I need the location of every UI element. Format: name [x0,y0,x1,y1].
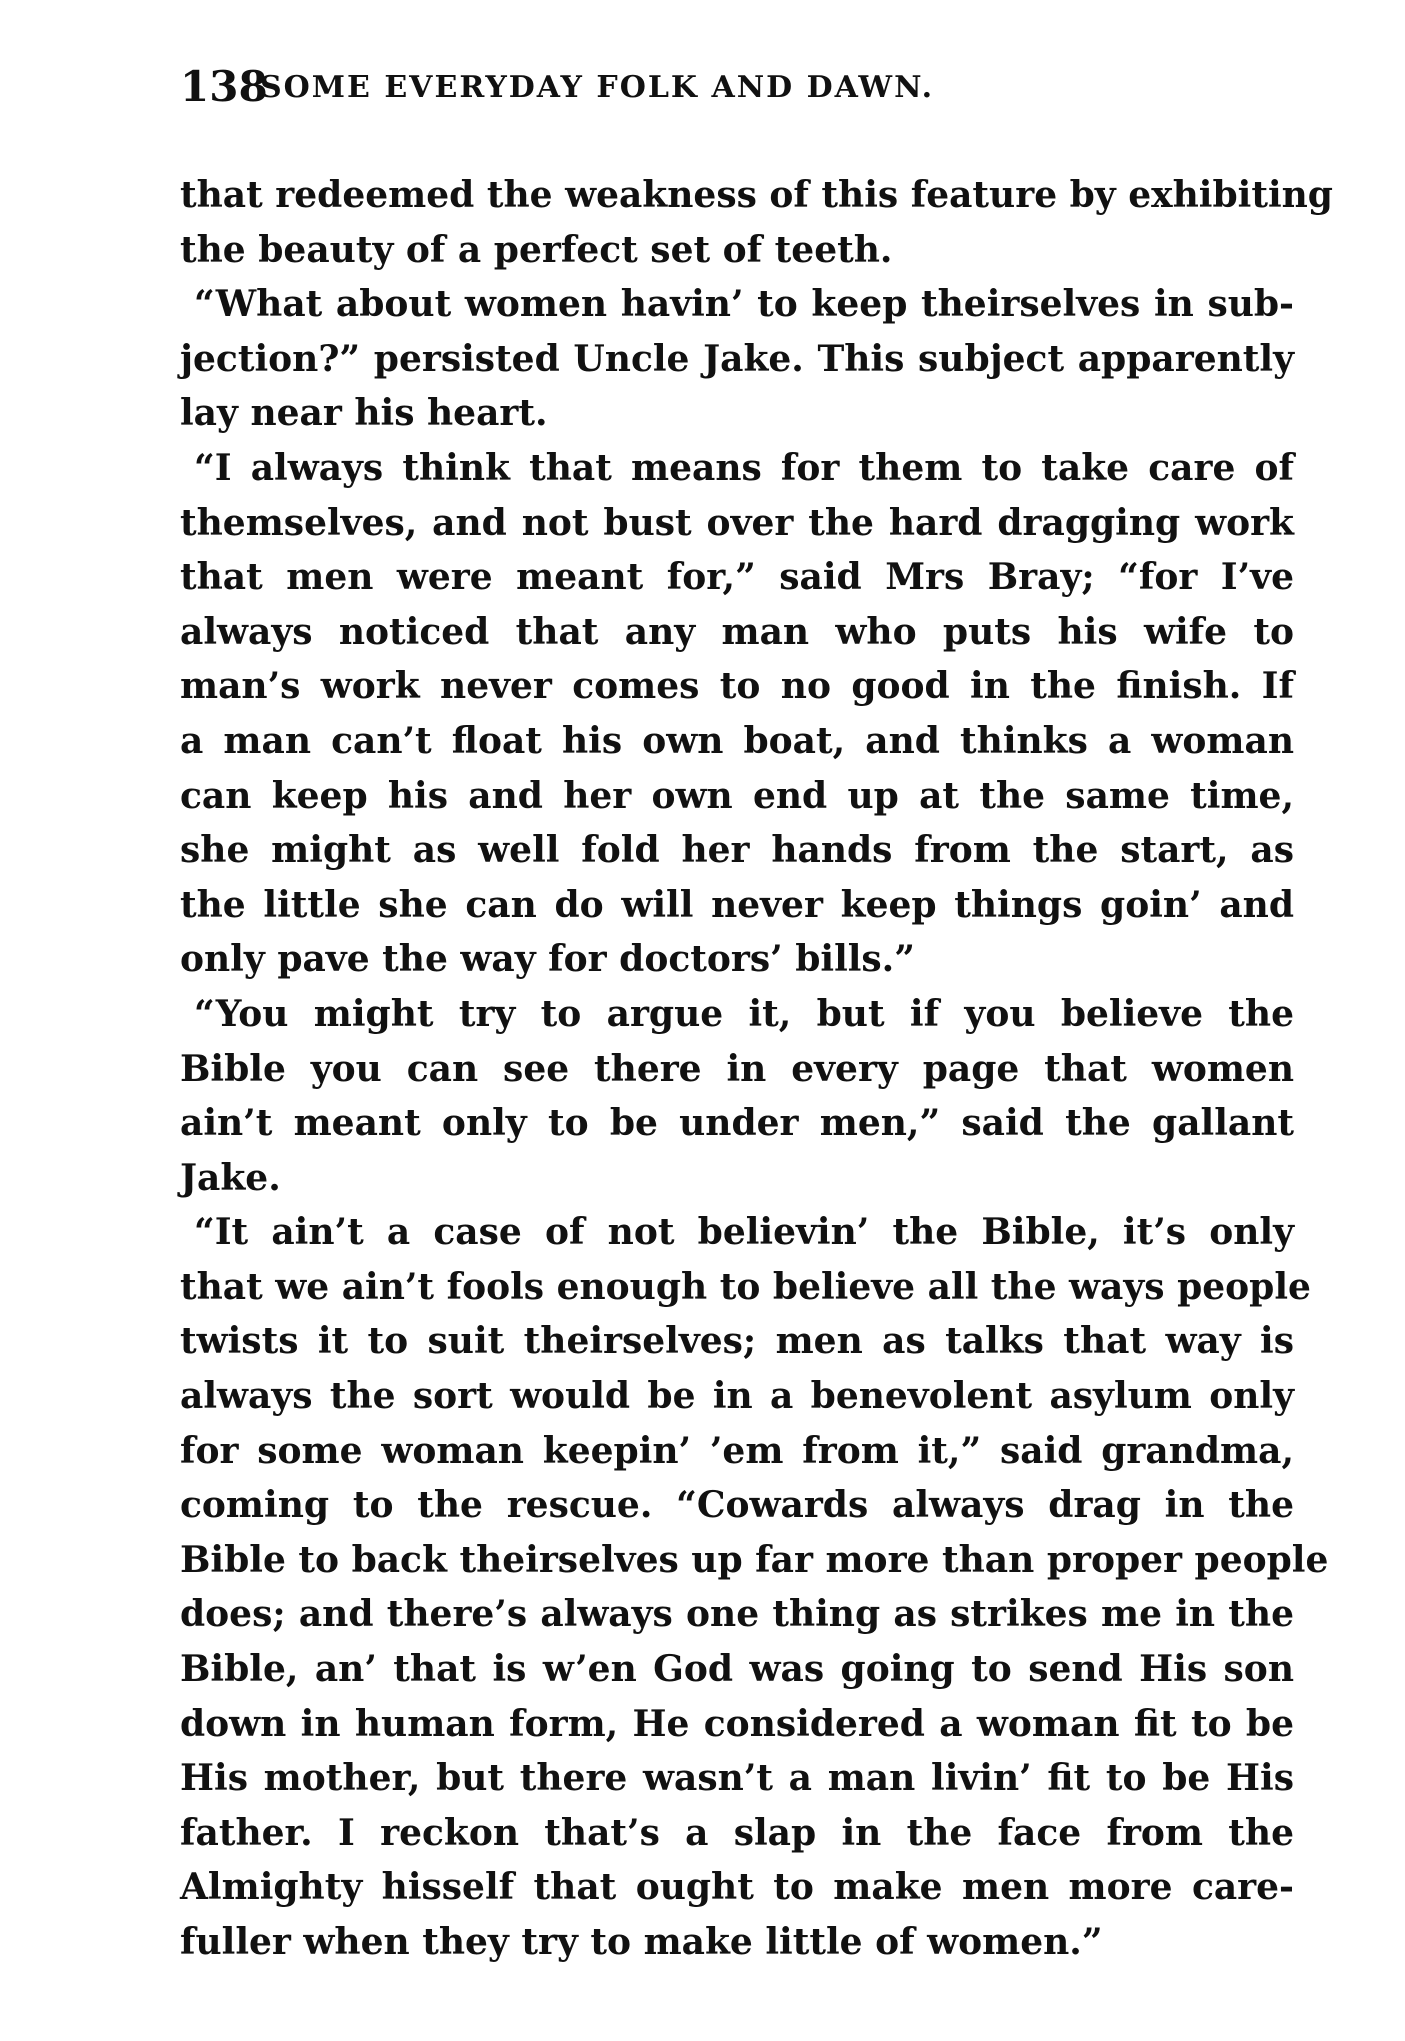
text-line: can keep his and her own end up at the same time, [180,774,1294,817]
text-line: always the sort would be in a benevolent asylum only [180,1375,1294,1418]
text-line: ain’t meant only to be under men,” said the gallant [180,1102,1294,1145]
text-line: Jake. [180,1156,281,1199]
running-header [180,62,1180,122]
text-line: jection?” persisted Uncle Jake. This subject apparently [180,337,1294,380]
text-line: man’s work never comes to no good in the finish. If [180,665,1294,708]
text-line: that men were meant for,” said Mrs Bray; “for I’ve [180,556,1294,599]
running-title: SOME EVERYDAY FOLK AND DAWN. [260,70,935,105]
text-line: father. I reckon that’s a slap in the face from the [180,1811,1294,1854]
text-line: themselves, and not bust over the hard dragging work [180,501,1294,544]
text-line: twists it to suit theirselves; men as talks that way is [180,1320,1294,1363]
text-line: fuller when they try to make little of women.” [180,1921,1103,1963]
text-line: Bible you can see there in every page that women [180,1047,1294,1090]
page-number: 138 [180,62,268,111]
text-line: only pave the way for doctors’ bills.” [180,938,915,981]
text-line: the beauty of a perfect set of teeth. [180,228,893,271]
text-line: Bible, an’ that is w’en God was going to send His son [180,1648,1294,1691]
text-line: coming to the rescue. “Cowards always drag in the [180,1484,1294,1527]
text-line: Bible to back theirselves up far more than proper people [180,1538,1329,1581]
text-line: “It ain’t a case of not believin’ the Bible, it’s only [194,1211,1294,1254]
text-line: always noticed that any man who puts his wife to [180,610,1294,653]
text-line: Almighty hisself that ought to make men more care- [180,1866,1294,1909]
page-body-text [180,168,1333,1970]
text-line: that redeemed the weakness of this feature by exhibiting [180,174,1333,216]
text-line: that we ain’t fools enough to believe all the ways people [180,1265,1311,1308]
text-line: a man can’t float his own boat, and thinks a woman [180,719,1294,762]
text-line: does; and there’s always one thing as strikes me in the [180,1593,1294,1636]
text-line: “You might try to argue it, but if you believe the [194,992,1294,1035]
text-line: for some woman keepin’ ’em from it,” said grandma, [180,1429,1294,1472]
text-line: down in human form, He considered a woman fit to be [180,1702,1294,1745]
text-line: the little she can do will never keep things goin’ and [180,883,1294,926]
text-line: “I always think that means for them to take care of [194,446,1294,489]
text-line: she might as well fold her hands from the start, as [180,829,1294,872]
text-line: lay near his heart. [180,392,548,435]
text-line: His mother, but there wasn’t a man livin’ fit to be His [180,1757,1294,1800]
text-line: “What about women havin’ to keep theirselves in sub- [194,283,1294,326]
